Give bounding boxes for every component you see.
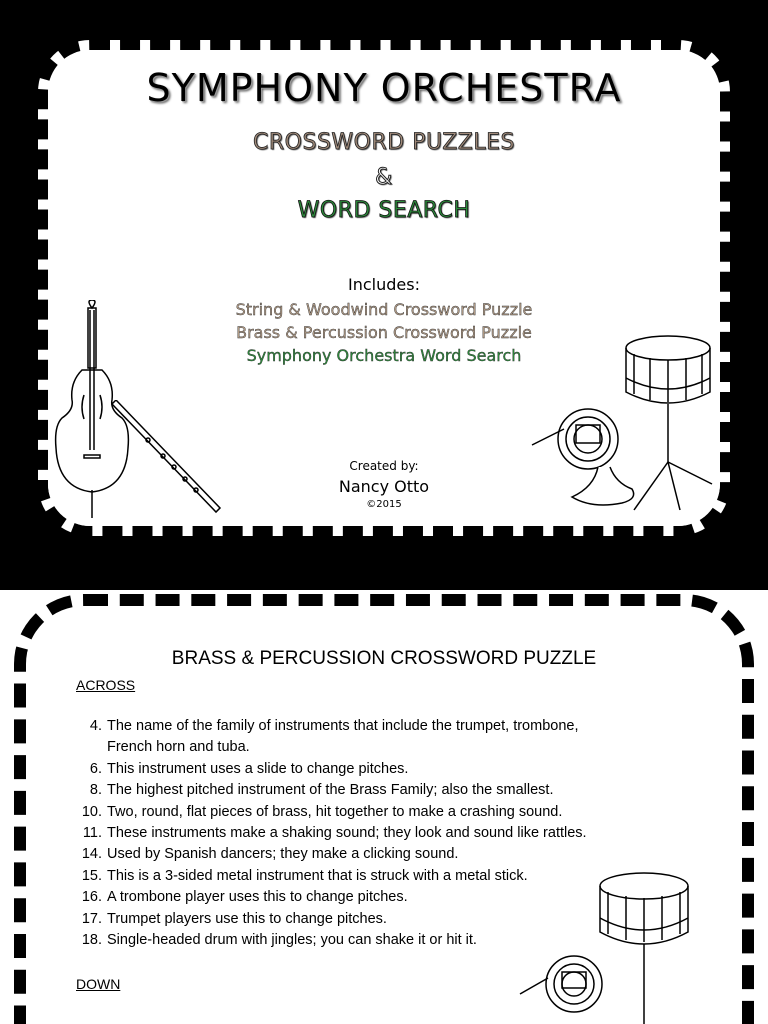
across-heading: ACROSS bbox=[76, 677, 136, 693]
clue-item bbox=[76, 887, 676, 908]
down-heading: DOWN bbox=[76, 976, 121, 992]
includes-heading: Includes: bbox=[348, 275, 420, 294]
clue-number: 18. bbox=[81, 932, 102, 949]
clue-number: 10. bbox=[81, 803, 102, 820]
includes-item: String & Woodwind Crossword Puzzle bbox=[235, 300, 533, 319]
clue-text: Two, round, flat pieces of brass, hit together to make a crashing sound. bbox=[107, 803, 563, 820]
clue-number: 6. bbox=[89, 760, 102, 777]
clue-text: A trombone player uses this to change pitches. bbox=[107, 889, 408, 906]
clue-text: These instruments make a shaking sound; they look and sound like rattles. bbox=[107, 825, 587, 842]
clue-number: 16. bbox=[81, 889, 102, 906]
clue-number: 11. bbox=[82, 825, 102, 842]
clue-number: 4. bbox=[89, 718, 102, 734]
clue-item bbox=[76, 844, 676, 865]
cover-subtitle-crossword: CROSSWORD PUZZLES bbox=[253, 130, 515, 155]
clue-item bbox=[76, 802, 676, 823]
clue-item bbox=[76, 780, 676, 801]
clue-item bbox=[76, 909, 676, 930]
includes-item: Symphony Orchestra Word Search bbox=[246, 346, 522, 365]
clue-item bbox=[76, 823, 676, 844]
author-name: Nancy Otto bbox=[338, 477, 430, 496]
clue-item bbox=[76, 759, 676, 780]
puzzle-title: BRASS & PERCUSSION CROSSWORD PUZZLE bbox=[171, 648, 597, 669]
snare-drum-icon bbox=[620, 332, 720, 512]
snare-drum-icon bbox=[596, 870, 696, 1024]
clue-number: 14. bbox=[81, 846, 102, 863]
cover-ampersand: & bbox=[375, 165, 393, 190]
clue-text: This is a 3-sided metal instrument that is struck with a metal stick. bbox=[107, 867, 528, 884]
puzzle-page bbox=[0, 590, 768, 1024]
clue-text: Trumpet players use this to change pitches. bbox=[107, 910, 387, 927]
cover-title: SYMPHONY ORCHESTRA bbox=[146, 66, 622, 110]
cover-subtitle-word-search: WORD SEARCH bbox=[297, 198, 471, 223]
clue-text: Single-headed drum with jingles; you can shake it or hit it. bbox=[107, 932, 477, 949]
created-by-label: Created by: bbox=[349, 459, 419, 473]
clue-text: This instrument uses a slide to change pitches. bbox=[107, 760, 409, 777]
clue-number: 17. bbox=[81, 910, 102, 927]
clue-text: Used by Spanish dancers; they make a clicking sound. bbox=[107, 846, 459, 863]
flute-icon bbox=[108, 400, 223, 520]
clue-text: The name of the family of instruments that include the trumpet, trombone, bbox=[107, 718, 579, 734]
clue-item bbox=[76, 716, 676, 737]
clue-item bbox=[76, 737, 676, 758]
clue-item bbox=[76, 866, 676, 887]
clue-text: The highest pitched instrument of the Brass Family; also the smallest. bbox=[107, 782, 554, 799]
clue-text: French horn and tuba. bbox=[107, 739, 250, 756]
copyright: ©2015 bbox=[366, 499, 402, 510]
clue-number: 8. bbox=[89, 782, 102, 799]
across-clue-list bbox=[76, 716, 676, 951]
includes-item: Brass & Percussion Crossword Puzzle bbox=[236, 323, 532, 342]
clue-number: 15. bbox=[81, 867, 102, 884]
